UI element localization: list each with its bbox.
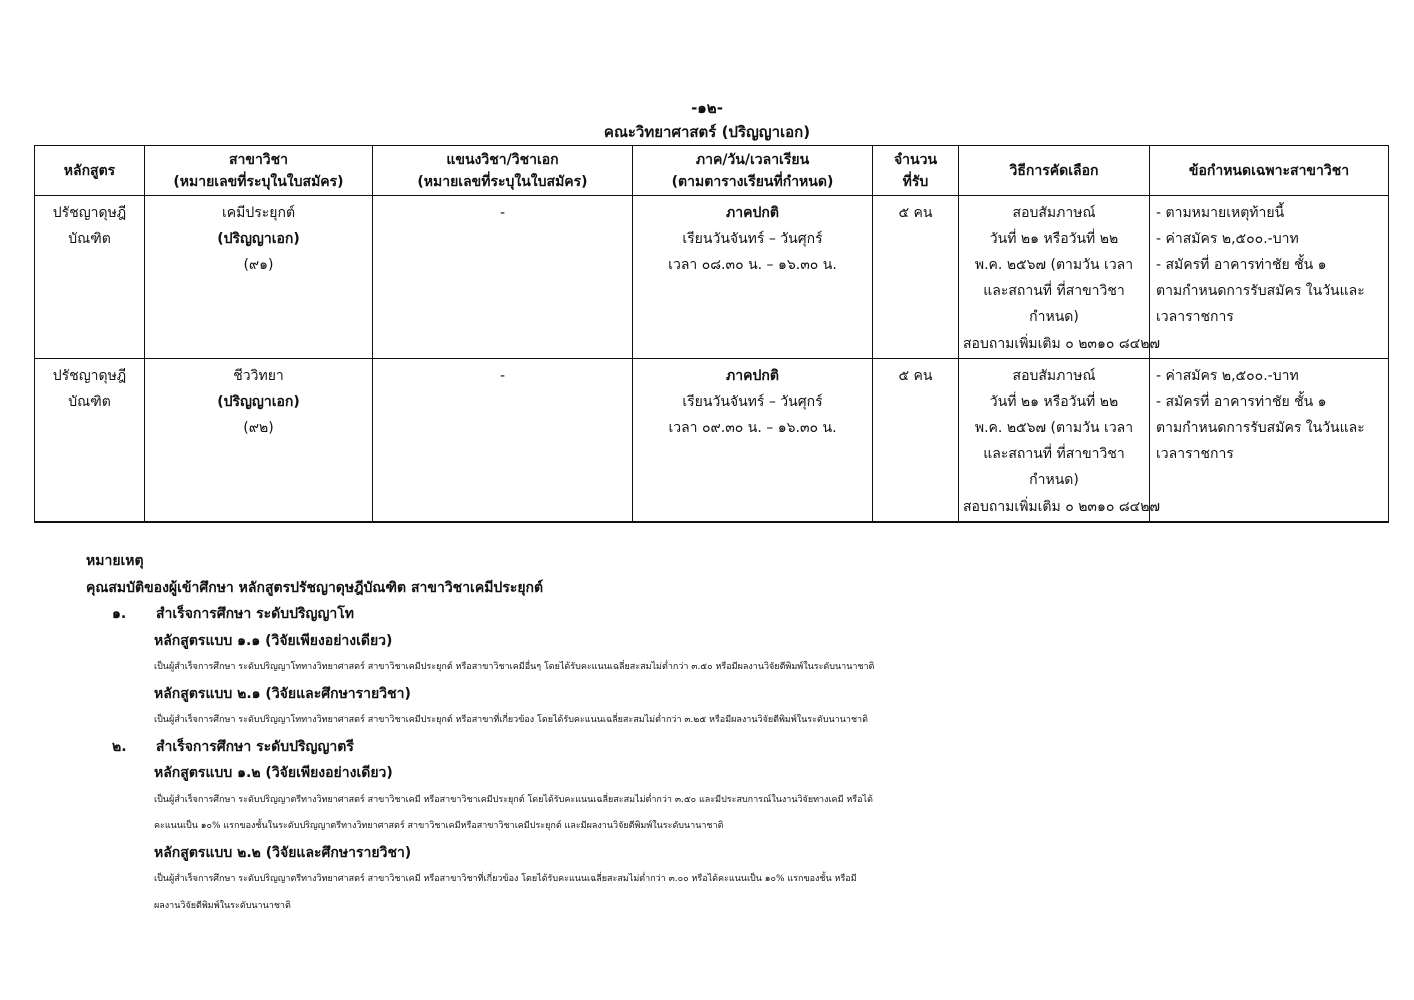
- major-cell: [145, 196, 373, 359]
- qualification-item: [86, 734, 1386, 761]
- schedule-time: เวลา ๐๘.๓๐ น. – ๑๖.๓๐ น.: [668, 257, 837, 273]
- schedule-days: เรียนวันจันทร์ – วันศุกร์: [682, 394, 823, 410]
- major-code: (๙๒): [243, 420, 274, 436]
- selection-line: สอบสัมภาษณ์: [1012, 368, 1096, 384]
- qualification-item: [86, 601, 1386, 628]
- table-row: [35, 196, 1389, 359]
- plan-description: คะแนนเป็น ๑๐% แรกของชั้นในระดับปริญญาตรีทางวิทยาศาสตร์ สาขาวิชาเคมีหรือสาขาวิชาเคมีประยุกต์ และมีผลงานวิจัยตีพิมพ์ในระดับนานาชาติ: [154, 821, 724, 831]
- branch-value: -: [499, 368, 506, 384]
- requirement-line: - ค่าสมัคร ๒,๕๐๐.-บาท: [1156, 231, 1299, 247]
- notes-subtitle: คุณสมบัติของผู้เข้าศึกษา หลักสูตรปรัชญาดุษฎีบัณฑิต สาขาวิชาเคมีประยุกต์: [86, 579, 544, 596]
- requirement-line: เวลาราชการ: [1156, 446, 1234, 462]
- plan-title: หลักสูตรแบบ ๑.๒ (วิจัยเพียงอย่างเดียว): [154, 765, 393, 781]
- plan-description: ผลงานวิจัยตีพิมพ์ในระดับนานาชาติ: [154, 900, 291, 911]
- selection-line: พ.ค. ๒๕๖๗ (ตามวัน เวลา: [974, 420, 1134, 436]
- notes-section: [86, 548, 1386, 919]
- contact-phone: สอบถามเพิ่มเติม ๐ ๒๓๑๐ ๘๔๒๗: [963, 336, 1161, 352]
- selection-line: และสถานที่ ที่สาขาวิชา: [983, 283, 1125, 299]
- plan-description: เป็นผู้สำเร็จการศึกษา ระดับปริญญาโททางวิทยาศาสตร์ สาขาวิชาเคมีประยุกต์ หรือสาขาที่เกี่ยวข้อง โดยได้รับคะแนนเฉลี่ยสะสมไม่ต่ำกว่า ๓.๒๕ หรือมีผลงานวิจัยตีพิมพ์ในระดับนานาชาติ: [154, 715, 868, 725]
- selection-line: วันที่ ๒๑ หรือวันที่ ๒๒: [989, 231, 1119, 247]
- plan-title: หลักสูตรแบบ ๒.๑ (วิจัยและศึกษารายวิชา): [154, 685, 411, 702]
- requirement-line: เวลาราชการ: [1156, 309, 1234, 325]
- requirement-line: - สมัครที่ อาคารท่าชัย ชั้น ๑: [1156, 394, 1327, 410]
- program-cell: [35, 196, 145, 359]
- table-row: [35, 359, 1389, 523]
- selection-line: วันที่ ๒๑ หรือวันที่ ๒๒: [989, 394, 1119, 410]
- item-number: ๑.: [112, 606, 127, 622]
- branch-value: -: [499, 205, 506, 221]
- selection-line: พ.ค. ๒๕๖๗ (ตามวัน เวลา: [974, 257, 1134, 273]
- schedule-type: ภาคปกติ: [726, 368, 779, 384]
- schedule-cell: [633, 359, 873, 523]
- requirement-line: - ค่าสมัคร ๒,๕๐๐.-บาท: [1156, 368, 1299, 384]
- selection-line: กำหนด): [1029, 472, 1079, 488]
- program-name-cont: บัณฑิต: [68, 394, 111, 410]
- selection-cell: [959, 196, 1161, 359]
- header-requirements: ข้อกำหนดเฉพาะสาขาวิชา: [1150, 146, 1389, 196]
- selection-line: กำหนด): [1029, 309, 1079, 325]
- item-number: ๒.: [112, 738, 127, 755]
- requirements-cell: [1150, 196, 1389, 359]
- page-number: -๑๒-: [691, 99, 723, 117]
- program-name: ปรัชญาดุษฎี: [52, 368, 127, 384]
- requirement-line: ตามกำหนดการรับสมัคร ในวันและ: [1156, 420, 1365, 436]
- schedule-time: เวลา ๐๙.๓๐ น. – ๑๖.๓๐ น.: [668, 420, 837, 436]
- contact-phone: สอบถามเพิ่มเติม ๐ ๒๓๑๐ ๘๔๒๗: [963, 499, 1161, 515]
- quota-cell: [873, 196, 959, 359]
- header-program: หลักสูตร: [35, 146, 145, 196]
- faculty-title: คณะวิทยาศาสตร์ (ปริญญาเอก): [603, 123, 811, 141]
- branch-cell: [373, 359, 633, 523]
- schedule-days: เรียนวันจันทร์ – วันศุกร์: [682, 231, 823, 247]
- major-code: (๙๑): [243, 257, 274, 273]
- major-name: ชีววิทยา: [233, 368, 284, 384]
- quota-value: ๕ คน: [898, 205, 933, 221]
- selection-line: สอบสัมภาษณ์: [1012, 205, 1096, 221]
- requirement-line: ตามกำหนดการรับสมัคร ในวันและ: [1156, 283, 1365, 299]
- quota-value: ๕ คน: [898, 368, 933, 384]
- schedule-type: ภาคปกติ: [726, 205, 779, 221]
- header-quota: จำนวน ที่รับ: [873, 146, 959, 196]
- table-header-row: [35, 146, 1389, 196]
- item-title: สำเร็จการศึกษา ระดับปริญญาโท: [156, 606, 354, 622]
- quota-cell: [873, 359, 959, 523]
- plan-description: เป็นผู้สำเร็จการศึกษา ระดับปริญญาโททางวิทยาศาสตร์ สาขาวิชาเคมีประยุกต์ หรือสาขาวิชาเคมีอื่นๆ โดยได้รับคะแนนเฉลี่ยสะสมไม่ต่ำกว่า ๓.๕๐ หรือมีผลงานวิจัยตีพิมพ์ในระดับนานาชาติ: [154, 662, 875, 672]
- header-branch: แขนงวิชา/วิชาเอก (หมายเลขที่ระบุในใบสมัคร): [373, 146, 633, 196]
- schedule-cell: [633, 196, 873, 359]
- admission-table: [34, 145, 1389, 523]
- requirement-line: - สมัครที่ อาคารท่าชัย ชั้น ๑: [1156, 257, 1327, 273]
- plan-description: เป็นผู้สำเร็จการศึกษา ระดับปริญญาตรีทางวิทยาศาสตร์ สาขาวิชาเคมี หรือสาขาวิชาเคมีประยุกต์ โดยได้รับคะแนนเฉลี่ยสะสมไม่ต่ำกว่า ๓.๕๐ และมีประสบการณ์ในงานวิจัยทางเคมี หรือได้: [154, 794, 873, 805]
- plan-title: หลักสูตรแบบ ๑.๑ (วิจัยเพียงอย่างเดียว): [154, 632, 393, 649]
- program-name: ปรัชญาดุษฎี: [52, 205, 127, 221]
- header-schedule: ภาค/วัน/เวลาเรียน (ตามตารางเรียนที่กำหนด): [633, 146, 873, 196]
- branch-cell: [373, 196, 633, 359]
- selection-cell: [959, 359, 1161, 523]
- header-selection: วิธีการคัดเลือก: [959, 146, 1150, 196]
- plan-title: หลักสูตรแบบ ๒.๒ (วิจัยและศึกษารายวิชา): [154, 844, 412, 861]
- requirements-cell: [1150, 359, 1389, 523]
- program-name-cont: บัณฑิต: [68, 231, 111, 247]
- selection-line: และสถานที่ ที่สาขาวิชา: [983, 446, 1125, 462]
- item-title: สำเร็จการศึกษา ระดับปริญญาตรี: [156, 738, 354, 755]
- plan-description: เป็นผู้สำเร็จการศึกษา ระดับปริญญาตรีทางวิทยาศาสตร์ สาขาวิชาเคมี หรือสาขาวิชาที่เกี่ยวข้อง โดยได้รับคะแนนเฉลี่ยสะสมไม่ต่ำกว่า ๓.๐๐ หรือได้คะแนนเป็น ๑๐% แรกของชั้น หรือมี: [154, 874, 857, 884]
- requirement-line: - ตามหมายเหตุท้ายนี้: [1156, 205, 1285, 221]
- major-cell: [145, 359, 373, 523]
- notes-label: หมายเหตุ: [86, 553, 144, 569]
- degree-label: (ปริญญาเอก): [217, 231, 300, 247]
- major-name: เคมีประยุกต์: [221, 205, 296, 221]
- program-cell: [35, 359, 145, 523]
- header-major: สาขาวิชา (หมายเลขที่ระบุในใบสมัคร): [145, 146, 373, 196]
- degree-label: (ปริญญาเอก): [217, 394, 300, 410]
